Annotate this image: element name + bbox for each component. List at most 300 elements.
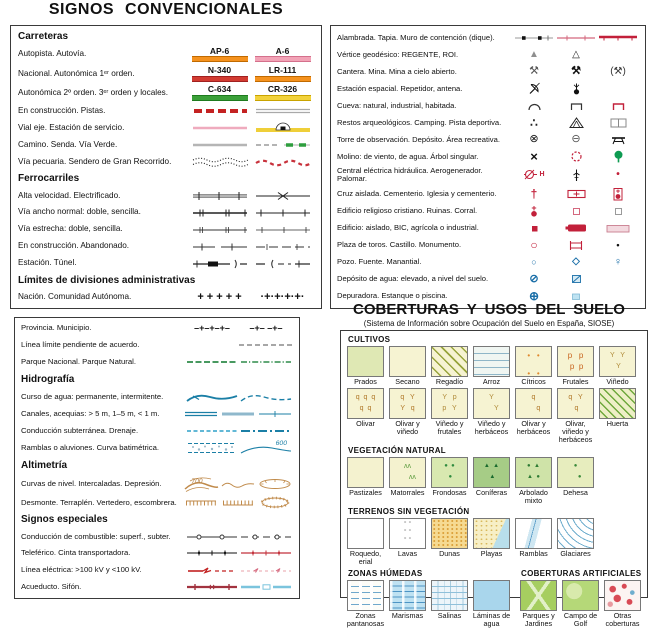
symbol-slot (513, 82, 555, 95)
swatch-marismas (389, 580, 426, 611)
legend-label: Línea límite pendiente de acuerdo. (21, 340, 140, 350)
rail-alta-velocidad-icon (192, 191, 248, 201)
legend-symbols (188, 242, 314, 252)
rail-sencilla-icon (255, 208, 311, 218)
vertice-regente-icon: ▲ (529, 48, 539, 60)
symbol-slot (597, 150, 639, 163)
swatch-label: Secano (395, 377, 420, 386)
landcover-cell (430, 457, 469, 505)
symbol-slot (597, 33, 639, 43)
legend-label: Autonómica 2º orden. 3ᵉʳ orden y locales. (18, 87, 168, 97)
legend-symbols (513, 66, 639, 77)
legend-symbols (182, 409, 293, 419)
symbol-slot (239, 390, 293, 404)
symbol-slot (555, 66, 597, 77)
legend-label: Pozo. Fuente. Manantial. (337, 257, 422, 267)
autonomica-tercer-orden-bar (255, 95, 311, 101)
swatch-label: Láminas de agua (472, 610, 511, 628)
canal-pequeno-icon (258, 409, 292, 419)
symbol-slot (256, 496, 293, 509)
legend-symbols (188, 259, 314, 269)
deposito-elevado-icon: ⊘ (529, 272, 539, 285)
symbol-slot (555, 116, 597, 129)
legend-label: Cantera. Mina. Mina a cielo abierto. (337, 66, 457, 76)
road-number: LR-111 (268, 65, 297, 76)
swatch-salinas (431, 580, 468, 611)
legend-label: Estación. Túnel. (18, 258, 77, 268)
legend-symbols (188, 66, 314, 81)
legend-row (18, 240, 314, 253)
legend-label: Depuradora. Estanque o piscina. (337, 291, 448, 301)
swatch-matorrales (389, 457, 426, 488)
legend-symbols (513, 33, 639, 43)
repetidor-icon (569, 82, 584, 95)
legend-label: En construcción. Pistas. (18, 105, 106, 115)
swatch-label: Cítricos (521, 377, 546, 386)
landcover-cell (561, 580, 600, 628)
swatch-zonas-pantanosas (347, 580, 384, 611)
rail-doble-icon (192, 208, 248, 218)
symbol-slot (188, 208, 251, 218)
landcover-section-cultivos (346, 334, 642, 444)
swatch-olivar-herbaceos (515, 388, 552, 419)
landcover-cell (430, 388, 469, 444)
swatch-vinedo-herbaceos (473, 388, 510, 419)
rail-tunel-icon (255, 259, 311, 269)
legend-row (21, 425, 293, 438)
arbol-singular-icon (612, 150, 625, 163)
landcover-cell (388, 457, 427, 505)
symbol-slot (555, 188, 597, 200)
legend-symbols (185, 582, 293, 592)
legend-symbols (182, 476, 293, 492)
swatch-label: Coníferas (475, 488, 508, 498)
legend-symbols (239, 341, 293, 349)
parque-nacional-icon (186, 358, 238, 366)
plaza-toros-icon: ○ (530, 238, 538, 253)
legend-symbols (188, 191, 314, 201)
symbol-slot (251, 122, 314, 134)
landcover-cell (430, 518, 469, 566)
area-recreativa-icon (610, 134, 627, 145)
swatch-dehesa (557, 457, 594, 488)
linea-electrica-alta-icon (186, 565, 238, 575)
central-hidraulica-label: H (539, 171, 545, 179)
fuente-icon: ◇ (572, 256, 580, 268)
landcover-bottom-row (346, 568, 642, 629)
symbol-slot (188, 242, 251, 252)
legend-row (21, 408, 293, 421)
road-number: C-634 (207, 84, 232, 95)
symbol-slot (188, 123, 251, 133)
symbol-slot (597, 134, 639, 145)
nacional-roadbar-symbol (190, 66, 250, 81)
symbol-slot (239, 341, 293, 349)
symbol-slot (597, 100, 639, 112)
symbol-slot (555, 273, 597, 285)
legend-label: Camino. Senda. Vía Verde. (18, 139, 118, 149)
landcover-section-title: TERRENOS SIN VEGETACIÓN (348, 507, 470, 517)
symbol-slot (188, 66, 251, 81)
landcover-cell (472, 518, 511, 566)
legend-symbols (513, 100, 639, 112)
legend-symbols (188, 85, 314, 100)
symbol-slot (188, 47, 251, 62)
symbol-slot (513, 239, 555, 251)
symbol-slot (251, 106, 314, 116)
carretera-construccion-icon (192, 106, 248, 116)
symbol-slot (251, 242, 314, 252)
swatch-citricos (515, 346, 552, 377)
legend-row (337, 116, 639, 129)
swatch-label: Olivar y herbáceos (516, 419, 551, 437)
legend-label: Edificio: aislado, BIC, agrícola o industrial. (337, 223, 479, 233)
legend-label: Nación. Comunidad Autónoma. (18, 292, 132, 302)
swatch-olivar-vinedo (389, 388, 426, 419)
autonomica-primer-orden-roadbar-symbol (253, 66, 313, 81)
symbol-slot (555, 150, 597, 163)
legend-label: Molino: de viento, de agua. Árbol singular. (337, 151, 479, 161)
symbol-slot (555, 50, 597, 60)
symbol-slot (597, 241, 639, 250)
molino-agua-icon (570, 150, 583, 163)
legend-symbols (513, 187, 639, 201)
landcover-grid (346, 580, 511, 628)
antena-parabolica-icon (527, 82, 542, 95)
limite-nacion-icon: + + + + + (197, 290, 242, 303)
legend-symbols (182, 496, 293, 509)
section-heading: Hidrografía (21, 373, 75, 385)
symbol-slot (239, 548, 293, 558)
swatch-vinedo-frutales (431, 388, 468, 419)
legend-label: Ramblas o aluviones. Curva batimétrica. (21, 443, 160, 453)
swatch-label: Zonas pantanosas (346, 610, 385, 628)
legend-row (18, 257, 314, 270)
symbol-slot (239, 358, 293, 366)
legend-row (18, 291, 314, 304)
symbol-slot (513, 168, 555, 181)
aerogenerador-icon (570, 168, 583, 182)
autovia-roadbar-symbol (253, 47, 313, 62)
swatch-label: Regadío (435, 377, 464, 386)
edificio-religioso-icon (528, 205, 540, 218)
legend-label: Edificio religioso cristiano. Ruinas. Corral. (337, 206, 478, 216)
legend-symbols (188, 225, 314, 235)
legend-row (21, 496, 293, 509)
cueva-industrial-icon (569, 100, 584, 112)
legend-row (21, 356, 293, 369)
linea-electrica-baja-icon (240, 565, 292, 575)
alambrada-icon (514, 33, 554, 43)
symbol-slot (185, 532, 239, 542)
legend-row (18, 206, 314, 219)
swatch-label: Matorrales (390, 488, 425, 498)
curso-intermitente-icon (240, 390, 292, 404)
autonomica-primer-orden-bar (255, 76, 311, 82)
legend-label: Central eléctrica hidráulica. Aerogenerador. Palomar. (337, 166, 483, 183)
rail-estrecha-sencilla-icon (255, 225, 311, 235)
legend-symbols (513, 257, 639, 268)
legend-label: Plaza de toros. Castillo. Monumento. (337, 240, 462, 250)
swatch-label: Olivar (356, 419, 375, 429)
symbol-slot (219, 497, 256, 509)
mina-cielo-abierto-icon: (⚒) (610, 65, 626, 77)
symbol-slot (513, 188, 555, 200)
swatch-label: Campo de Golf (563, 610, 598, 628)
swatch-huerta (599, 388, 636, 419)
legend-symbols (188, 208, 314, 218)
legend-label: Cruz aislada. Cementerio. Iglesia y cementerio. (337, 188, 497, 198)
limite-provincia-icon: –+–+–+– (194, 323, 230, 333)
symbol-slot (597, 117, 639, 128)
muro-contencion-icon (598, 33, 638, 43)
symbol-slot (597, 223, 639, 234)
legend-label: Teleférico. Cinta transportadora. (21, 548, 131, 558)
legend-label: Vía estrecha: doble, sencilla. (18, 224, 123, 234)
legend-label: Vía pecuaria. Sendero de Gran Recorrido. (18, 156, 172, 166)
legend-row (337, 133, 639, 146)
estacion-servicio-icon (255, 122, 311, 134)
autonomica-segundo-orden-roadbar-symbol (190, 85, 250, 100)
cruz-aislada-icon: † (530, 186, 538, 201)
swatch-label: Olivar y viñedo (395, 419, 420, 437)
legend-label: Vértice geodésico: REGENTE, ROI. (337, 49, 459, 59)
palomar-icon: • (616, 168, 620, 180)
landcover-cell (346, 346, 385, 386)
legend-row (18, 47, 314, 62)
landcover-cell (603, 580, 642, 628)
symbol-slot (185, 390, 239, 404)
legend-row (21, 390, 293, 404)
symbol-slot (513, 117, 555, 129)
landcover-cell (514, 346, 553, 386)
panel-coberturas (340, 330, 648, 628)
terraplen-icon (221, 497, 255, 509)
symbol-slot (555, 257, 597, 267)
legend-symbols (513, 50, 639, 60)
swatch-label: Parques y Jardines (522, 610, 555, 628)
legend-label: Parque Nacional. Parque Natural. (21, 357, 136, 367)
section-heading: Altimetría (21, 460, 68, 472)
swatch-laminas-agua (473, 580, 510, 611)
symbol-slot (188, 292, 251, 303)
symbol-slot (182, 476, 219, 492)
landcover-section-vegetacion (346, 445, 642, 505)
symbol-slot (256, 477, 293, 491)
symbol-slot (555, 168, 597, 182)
symbol-slot (555, 134, 597, 145)
legend-label: Depósito de agua: elevado, a nivel del suelo. (337, 274, 489, 284)
legend-row (337, 256, 639, 269)
symbol-slot (239, 439, 293, 455)
molino-viento-icon: × (530, 149, 538, 164)
legend-row (18, 155, 314, 168)
swatch-label: Arbolado mixto (519, 488, 548, 506)
symbol-slot (513, 223, 555, 234)
road-number: N-340 (207, 65, 232, 76)
swatch-label: Frutales (562, 377, 589, 386)
swatch-otras (604, 580, 641, 611)
landcover-cell (472, 388, 511, 444)
drenaje-icon (240, 427, 292, 435)
road-number: A-6 (275, 45, 290, 56)
symbol-slot (251, 47, 314, 62)
legend-label: Canales, acequias: > 5 m, 1–5 m, < 1 m. (21, 409, 160, 419)
iglesia-cementerio-icon (612, 187, 624, 201)
deposito-icon: ⊖ (571, 133, 581, 145)
symbol-slot (555, 33, 597, 43)
symbol-slot (597, 170, 639, 180)
edificio-bic-icon (565, 222, 587, 234)
landcover-section-title: VEGETACIÓN NATURAL (348, 446, 446, 456)
legend-label: Restos arqueológicos. Camping. Pista deportiva. (337, 117, 502, 127)
symbol-slot (188, 259, 251, 269)
rail-electrificado-icon (255, 191, 311, 201)
vertedero-icon (258, 496, 292, 509)
symbol-slot (185, 582, 239, 592)
mina-icon: ⚒ (571, 65, 581, 77)
combustible-superficie-icon (186, 532, 238, 542)
landcover-subtitle: (Sistema de Información sobre Ocupación del Suelo en España, SIOSE) (363, 319, 615, 328)
swatch-frutales (557, 346, 594, 377)
legend-symbols (513, 150, 639, 163)
legend-row (337, 222, 639, 235)
legend-symbols (513, 134, 639, 145)
panel-simbolos-puntuales (330, 25, 646, 309)
symbol-slot (239, 532, 293, 542)
symbol-slot (513, 50, 555, 60)
swatch-golf (562, 580, 599, 611)
symbol-slot (555, 206, 597, 217)
symbol-slot (251, 225, 314, 235)
limite-municipio-icon: –+– –+– (249, 323, 283, 333)
swatch-label: Viñedo y frutales (435, 419, 464, 437)
legend-symbols (188, 156, 314, 168)
legend-row (337, 187, 639, 201)
swatch-label: Salinas (437, 610, 462, 620)
symbol-slot (251, 259, 314, 269)
symbol-slot (188, 140, 251, 150)
legend-row (337, 65, 639, 78)
legend-symbols (185, 324, 293, 333)
landcover-cell (598, 388, 637, 444)
landcover-cell (388, 580, 427, 628)
symbol-slot (185, 358, 239, 366)
swatch-ramblas (515, 518, 552, 549)
landcover-cell (556, 457, 595, 505)
legend-label: Curvas de nivel. Intercaladas. Depresión. (21, 479, 162, 489)
symbol-slot (513, 258, 555, 267)
landcover-cell (514, 457, 553, 505)
cinta-transportadora-icon (240, 548, 292, 558)
landcover-cell (514, 518, 553, 566)
legend-symbols (188, 140, 314, 150)
symbol-slot (513, 66, 555, 77)
curva-batimetrica-label: 600 (275, 439, 287, 447)
legend-row (337, 273, 639, 286)
landcover-cell (388, 388, 427, 444)
symbol-slot (256, 409, 293, 419)
curvas-intercaladas-icon (221, 478, 255, 490)
torre-observacion-icon: ⊗ (529, 133, 539, 145)
swatch-label: Viñedo y herbáceos (474, 419, 509, 437)
landcover-section-humedas (346, 568, 511, 628)
landcover-cell (556, 388, 595, 444)
symbol-slot (188, 85, 251, 100)
swatch-label: Prados (354, 377, 377, 386)
legend-symbols (513, 168, 639, 182)
swatch-label: Roquedo, erial (349, 549, 382, 567)
landcover-cell (514, 388, 553, 444)
symbol-slot (555, 82, 597, 95)
symbol-slot (219, 478, 256, 490)
landcover-cell (346, 388, 385, 444)
legend-symbols (188, 122, 314, 134)
legend-row (337, 205, 639, 218)
central-hidraulica-icon (523, 168, 544, 181)
swatch-label: Playas (480, 549, 503, 559)
symbol-slot (251, 66, 314, 81)
swatch-parques (520, 580, 557, 611)
symbol-slot (219, 409, 256, 419)
symbol-slot (188, 191, 251, 201)
landcover-cell (346, 518, 385, 566)
autovia-bar (255, 56, 311, 62)
legend-row (18, 223, 314, 236)
legend-row (337, 99, 639, 112)
landcover-grid (346, 346, 642, 444)
symbol-slot (188, 225, 251, 235)
section-heading: Signos especiales (21, 514, 108, 526)
via-pecuaria-icon (192, 156, 248, 168)
swatch-label: Dunas (439, 549, 460, 559)
legend-row (337, 82, 639, 95)
legend-row (337, 239, 639, 252)
landcover-section-title: CULTIVOS (348, 335, 391, 344)
legend-label: Nacional. Autonómica 1ᵉʳ orden. (18, 68, 135, 78)
landcover-cell (519, 580, 558, 628)
cantera-icon: ⚒ (529, 65, 539, 77)
landcover-cell (346, 457, 385, 505)
legend-row (18, 189, 314, 202)
symbol-slot (185, 548, 239, 558)
landcover-grid (346, 457, 642, 505)
rail-estacion-icon (192, 259, 248, 269)
legend-label: Conducción de combustible: superf., subter. (21, 531, 171, 541)
linea-pendiente-icon (238, 341, 294, 349)
landcover-grid (346, 518, 642, 566)
teleferico-icon (186, 548, 238, 558)
road-number: CR-326 (267, 84, 298, 95)
symbol-slot (251, 156, 314, 168)
landcover-cell (556, 518, 595, 566)
swatch-roquedo (347, 518, 384, 549)
depresion-icon (257, 477, 293, 491)
legend-row (337, 48, 639, 61)
swatch-label: Frondosas (432, 488, 467, 498)
legend-label: Desmonte. Terraplén. Vertedero, escombrera. (21, 497, 177, 507)
legend-row (21, 441, 293, 455)
sendero-gr-icon (255, 156, 311, 168)
symbol-slot (182, 497, 219, 509)
symbol-slot (251, 85, 314, 100)
ramblas-aluviones-icon (186, 441, 238, 455)
senda-via-verde-icon (255, 140, 311, 150)
landcover-cell (598, 346, 637, 386)
swatch-dunas (431, 518, 468, 549)
legend-row (21, 530, 293, 543)
swatch-label: Arroz (482, 377, 501, 386)
